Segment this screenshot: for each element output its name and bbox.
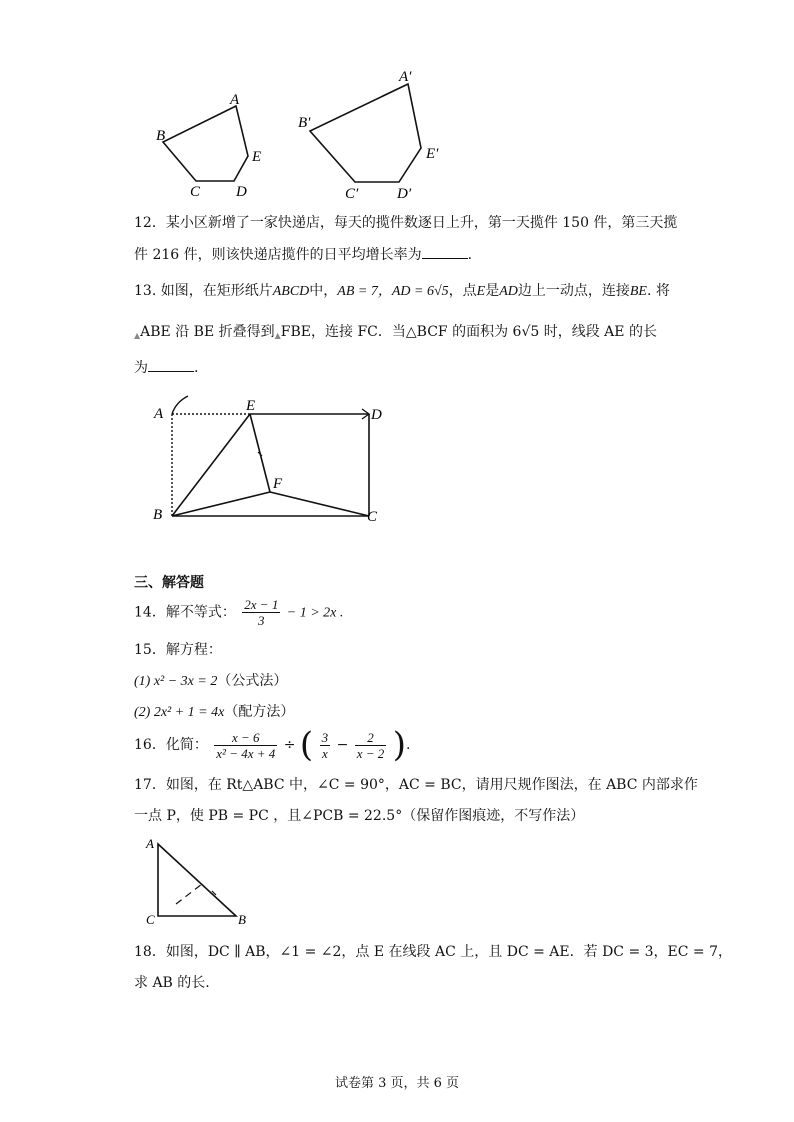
segment-FC — [270, 492, 369, 516]
q16-f1-numerator: x − 6 — [214, 730, 277, 746]
q16-f3-numerator: 2 — [355, 730, 387, 746]
q14-line — [134, 597, 343, 628]
q16-f3-denominator: x − 2 — [356, 745, 385, 761]
q16-divide: ÷ — [283, 737, 296, 753]
q13-text-a: 13. 如图，在矩形纸片 — [134, 283, 273, 299]
label-E: E — [246, 398, 256, 414]
q13-var-e: E — [476, 284, 486, 299]
q14-fraction — [242, 597, 280, 628]
q15-part2-equation: (2) 2x² + 1 = 4x — [134, 705, 225, 720]
tick-mark — [194, 877, 198, 881]
q15-part1 — [134, 671, 287, 692]
q14-prefix: 14．解不等式： — [134, 604, 236, 621]
q13-line3 — [134, 358, 198, 378]
q15-part2 — [134, 702, 294, 723]
label-B: B — [238, 912, 246, 927]
q18-line1: 18．如图，DC ∥ AB，∠1 = ∠2，点 E 在线段 AC 上，且 DC = AE．若 DC = 3，EC = 7， — [134, 944, 733, 960]
label-A-prime: A′ — [399, 69, 412, 85]
label-C: C — [367, 509, 378, 525]
small-pentagon — [163, 106, 248, 181]
q15-title: 15．解方程： — [134, 642, 222, 658]
q16-prefix: 16．化简： — [134, 737, 208, 753]
q12-answer-blank[interactable] — [422, 246, 468, 259]
q13-var-abcd: ABCD — [272, 284, 310, 299]
label-D: D — [236, 184, 247, 200]
q16-minus: − — [336, 737, 349, 753]
similar-pentagons-figure — [140, 64, 460, 206]
q14-numerator: 2x − 1 — [244, 597, 279, 612]
q16-line — [134, 725, 411, 765]
q13-line3-period: . — [194, 360, 199, 376]
q13-text-f: . 将 — [646, 283, 670, 299]
q13-text-e: 边上一动点，连接 — [517, 283, 630, 299]
label-B: B — [153, 507, 163, 523]
label-B-prime: B′ — [298, 115, 311, 131]
q14-denominator: 3 — [258, 613, 265, 628]
right-triangle-figure — [140, 834, 260, 928]
label-E: E — [252, 149, 262, 165]
label-E-prime: E′ — [426, 146, 439, 162]
label-F: F — [273, 476, 283, 492]
label-A: A — [146, 836, 154, 851]
q16-fraction-2 — [320, 730, 331, 761]
large-pentagon — [310, 84, 421, 182]
folded-rectangle-figure — [150, 392, 395, 532]
q12-text: 件 216 件，则该快递店揽件的日平均增长率为 — [134, 247, 422, 263]
q16-f2-numerator: 3 — [321, 729, 329, 745]
q13-answer-blank[interactable] — [148, 359, 194, 372]
q13-var-be: BE — [629, 284, 647, 299]
q18-line2: 求 AB 的长. — [134, 975, 210, 991]
q13-text-b: 中， — [309, 283, 338, 299]
label-D: D — [371, 407, 382, 423]
q13-line1 — [134, 281, 670, 302]
q13-line2 — [134, 322, 657, 346]
q13-equations: AB = 7，AD = 6√5 — [337, 284, 449, 299]
q13-text-d: 是 — [485, 283, 500, 299]
q15-part1-equation: (1) x² − 3x = 2 — [134, 674, 218, 689]
triangle-icon: ▲ — [274, 331, 281, 340]
segment-BE — [172, 414, 250, 516]
page-footer: 试卷第 3 页，共 6 页 — [334, 1076, 460, 1091]
label-C: C — [190, 184, 201, 200]
q16-fraction-1 — [214, 730, 277, 761]
q13-line3-text: 为 — [134, 360, 148, 376]
q17-line2: 一点 P，使 PB = PC ，且∠PCB = 22.5°（保留作图痕迹，不写作法） — [134, 808, 585, 824]
right-paren: ) — [392, 725, 407, 765]
q13-var-ad: AD — [499, 284, 518, 299]
q16-f2-denominator: x — [321, 745, 328, 761]
q16-fraction-3 — [355, 730, 387, 761]
q12-line2 — [134, 245, 472, 265]
q13-line2-text-a: ABE 沿 BE 折叠得到 — [140, 324, 275, 340]
q12-line1: 12．某小区新增了一家快递店，每天的揽件数逐日上升，第一天揽件 150 件，第三天揽 — [134, 215, 678, 231]
q15-part1-method: （公式法） — [217, 673, 288, 689]
q12-period: . — [467, 247, 473, 263]
label-A: A — [154, 406, 164, 422]
label-C-prime: C′ — [345, 186, 359, 202]
q16-suffix: . — [406, 737, 411, 753]
q13-line2-text-b: FBE，连接 FC．当△BCF 的面积为 6√5 时，线段 AE 的长 — [280, 324, 657, 340]
label-C: C — [146, 912, 155, 927]
q15-part2-method: （配方法） — [224, 704, 295, 720]
arc-mark — [172, 396, 188, 414]
q13-text-c: ，点 — [448, 283, 477, 299]
segment-EF — [250, 414, 270, 492]
label-B: B — [156, 128, 166, 144]
construction-trace — [176, 884, 202, 904]
q16-f1-denominator: x² − 4x + 4 — [216, 745, 276, 761]
section-title: 三、解答题 — [134, 575, 204, 591]
q17-line1: 17．如图，在 Rt△ABC 中，∠C = 90°，AC = BC，请用尺规作图法，在 ABC 内部求作 — [134, 777, 698, 793]
left-paren: ( — [299, 725, 314, 765]
label-A: A — [230, 92, 240, 108]
q14-suffix: − 1 > 2x . — [286, 605, 344, 621]
triangle-icon: ▲ — [134, 331, 141, 340]
label-D-prime: D′ — [397, 186, 412, 202]
